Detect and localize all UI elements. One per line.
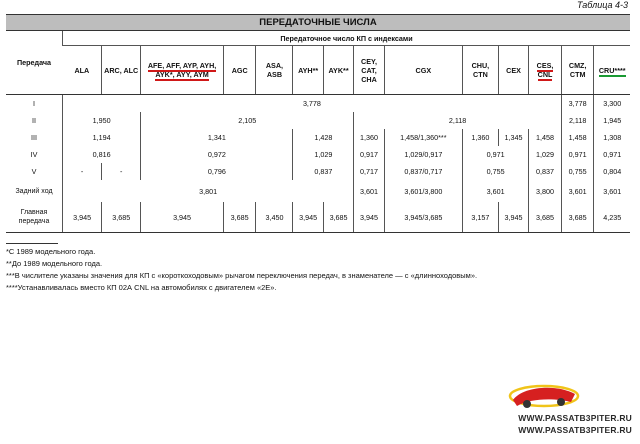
table-cell: 4,235	[594, 202, 630, 233]
table-cell: 0,717	[354, 163, 384, 180]
row-label: IV	[30, 150, 38, 159]
table-cell: 3,685	[223, 202, 256, 233]
table-cell: 1,029	[529, 146, 562, 163]
table-cell: 0,796	[141, 163, 293, 180]
col-header: AYH**	[293, 46, 323, 95]
site-watermark	[518, 412, 632, 436]
col-header: AFE, AFF, AYP, AYH, AYK*, AYY, AYM	[141, 46, 224, 95]
table-cell: 3,685	[529, 202, 562, 233]
col-header: CHU, CTN	[462, 46, 498, 95]
table-cell: 3,945	[354, 202, 384, 233]
header-gear: Передача	[6, 31, 63, 95]
table-cell: 0,804	[594, 163, 630, 180]
table-cell: 1,945	[594, 112, 630, 129]
table-row	[6, 112, 630, 129]
table-cell: 3,778	[63, 95, 562, 113]
watermark-line: WWW.PASSATB3PITER.RU	[518, 413, 632, 423]
table-cell: 3,800	[529, 180, 562, 202]
table-cell: 3,300	[594, 95, 630, 113]
logo-wheel	[557, 398, 565, 406]
site-logo	[505, 378, 583, 414]
table-cell: 0,971	[561, 146, 594, 163]
table-cell: 3,601	[594, 180, 630, 202]
table-cell: 1,458	[529, 129, 562, 146]
table-cell: 3,945	[141, 202, 224, 233]
table-cell: 2,118	[561, 112, 594, 129]
table-cell: 1,194	[63, 129, 141, 146]
table-cell: 1,360	[354, 129, 384, 146]
table-title: ПЕРЕДАТОЧНЫЕ ЧИСЛА	[6, 14, 630, 31]
col-header: ALA	[63, 46, 102, 95]
footnote-divider	[6, 243, 58, 244]
table-cell: 0,816	[63, 146, 141, 163]
table-cell: 3,945	[63, 202, 102, 233]
header-group: Передаточное число КП с индексами	[63, 31, 630, 46]
table-cell: 0,971	[594, 146, 630, 163]
gear-ratio-table	[6, 31, 630, 233]
table-cell: 3,801	[63, 180, 354, 202]
table-cell: 3,945	[498, 202, 528, 233]
table-cell: -	[63, 163, 102, 180]
table-cell: 3,157	[462, 202, 498, 233]
table-cell: 0,971	[462, 146, 528, 163]
table-cell: 1,029	[293, 146, 354, 163]
col-header: CEX	[498, 46, 528, 95]
col-header: AYK**	[323, 46, 353, 95]
table-cell: 3,601/3,800	[384, 180, 462, 202]
table-cell: 1,345	[498, 129, 528, 146]
row-label: V	[31, 167, 37, 176]
table-cell: 1,341	[141, 129, 293, 146]
table-cell: 1,360	[462, 129, 498, 146]
table-cell: 0,837	[293, 163, 354, 180]
col-header: CMZ, CTM	[561, 46, 594, 95]
table-cell: 2,118	[354, 112, 562, 129]
col-header: ARC, ALC	[102, 46, 141, 95]
table-cell: 0,755	[561, 163, 594, 180]
table-cell: 1,458/1,360***	[384, 129, 462, 146]
footnote: *С 1989 модельного года.	[6, 247, 96, 256]
table-cell: 0,917	[354, 146, 384, 163]
table-cell: 0,837/0,717	[384, 163, 462, 180]
table-cell: 3,601	[354, 180, 384, 202]
table-cell: 1,308	[594, 129, 630, 146]
row-label: III	[31, 133, 37, 142]
table-cell: 3,685	[323, 202, 353, 233]
table-cell: 3,685	[561, 202, 594, 233]
table-cell: 3,450	[256, 202, 293, 233]
col-header: CES, CNL	[529, 46, 562, 95]
table-cell: 1,428	[293, 129, 354, 146]
logo-wheel	[523, 400, 531, 408]
footnotes	[6, 243, 477, 294]
row-label: Главная передача	[6, 202, 63, 233]
row-label: Задний ход	[15, 187, 53, 195]
table-row	[6, 163, 630, 180]
table-cell: 2,105	[141, 112, 354, 129]
col-header: ASA, ASB	[256, 46, 293, 95]
table-cell: 3,778	[561, 95, 594, 113]
table-cell: 1,950	[63, 112, 141, 129]
table-row	[6, 95, 630, 113]
table-cell: 3,601	[462, 180, 528, 202]
footnote: ****Устанавливалась вместо КП 02А CNL на автомобилях с двигателем «2Е».	[6, 283, 277, 292]
table-cell: -	[102, 163, 141, 180]
table-cell: 1,029/0,917	[384, 146, 462, 163]
table-row	[6, 146, 630, 163]
table-cell: 0,755	[462, 163, 528, 180]
col-header: CEY, CAT, CHA	[354, 46, 384, 95]
table-cell: 3,601	[561, 180, 594, 202]
col-header: CRU****	[594, 46, 630, 95]
table-row	[6, 129, 630, 146]
col-header: AGC	[223, 46, 256, 95]
footnote: **До 1989 модельного года.	[6, 259, 103, 268]
row-label: I	[33, 99, 35, 108]
col-header: CGX	[384, 46, 462, 95]
watermark-line: WWW.PASSATB3PITER.RU	[518, 425, 632, 435]
table-caption: Таблица 4-3	[576, 0, 628, 10]
table-cell: 0,972	[141, 146, 293, 163]
row-label: II	[32, 116, 36, 125]
table-cell: 3,685	[102, 202, 141, 233]
table-cell: 0,837	[529, 163, 562, 180]
table-cell: 3,945	[293, 202, 323, 233]
table-cell: 3,945/3,685	[384, 202, 462, 233]
footnote: ***В числителе указаны значения для КП с «короткоходовым» рычагом переключения передач, в знаменателе — с «длинноходовым».	[6, 271, 478, 280]
table-cell: 1,458	[561, 129, 594, 146]
table-row	[6, 180, 630, 202]
table-row	[6, 202, 630, 233]
